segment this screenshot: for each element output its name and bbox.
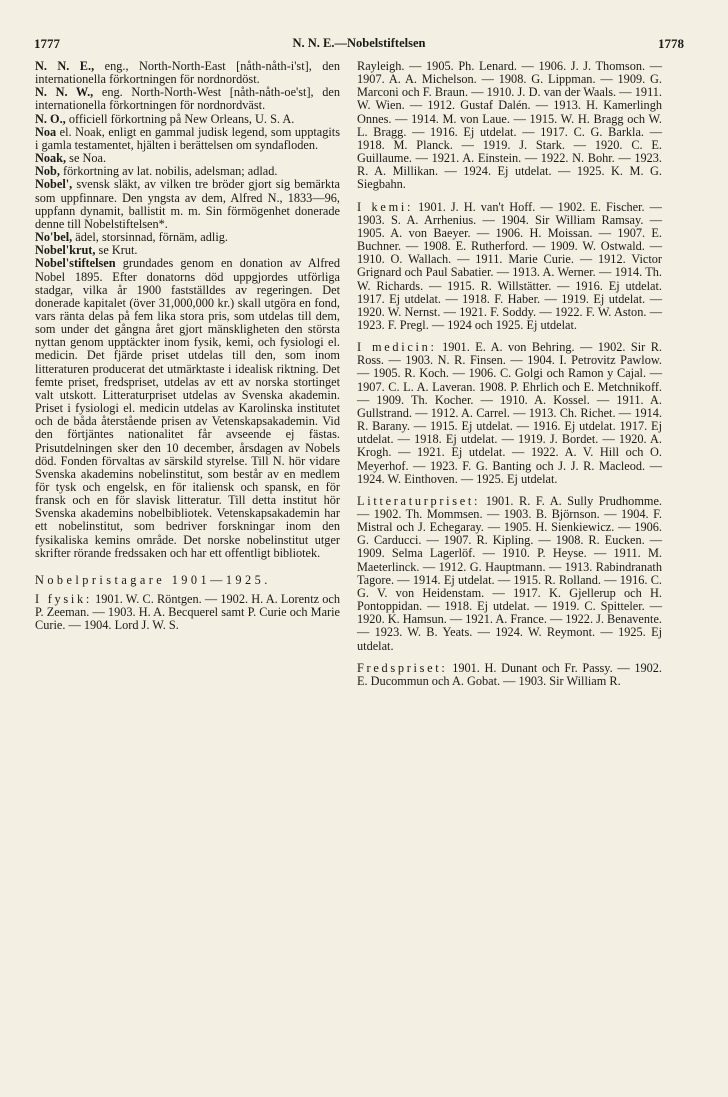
right-column [357,60,662,688]
entry-nne: N. N. E., eng., North-North-East [nåth-nåth-i'st], den internationella förkortningen för nordnordöst. [35,59,340,87]
laureates-heading: Nobelpristagare 1901—1925. [35,572,271,587]
entry-noak: Noak, se Noa. [35,151,107,166]
page-number-right: 1778 [658,36,684,51]
entry-nob: Nob, förkortning av lat. nobilis, adelsman; adlad. [35,164,278,179]
entry-noa: Noa el. Noak, enligt en gammal judisk legend, som upptagits i gamla testamentet, hjälten i berättelsen om syndafloden. [35,124,340,152]
entry-nobelkrut: Nobel'krut, se Krut. [35,243,138,258]
entry-no: N. O., officiell förkortning på New Orleans, U. S. A. [35,111,295,126]
entry-nobel-family: Nobel', svensk släkt, av vilken tre bröder gjort sig bemärkta som uppfinnare. Den yngsta av dem, Alfred N., 1833—96, uppfann dynamit, ballistit m. m. Sin förmögenhet donerade denne till Nobelstiftelsen*. [35,177,340,231]
left-column [35,60,340,633]
entry-nobel-adj: No'bel, ädel, storsinnad, förnäm, adlig. [35,230,228,245]
physics-section: I fysik: 1901. W. C. Röntgen. — 1902. H. A. Lorentz och P. Zeeman. — 1903. H. A. Becquerel samt P. Curie och Marie Curie. — 1904. Lord J. W. S. [35,592,341,633]
running-title: N. N. E.—Nobelstiftelsen [292,36,426,50]
literature-section: Litteraturpriset: 1901. R. F. A. Sully Prudhomme. — 1902. Th. Mommsen. — 1903. B. Björnson. — 1904. F. Mistral och J. Echegaray. — 1905. H. Sienkiewicz. — 1906. G. Carducci. — 1907. R. Kipling. — 1908. R. Eucken. — 1909. Selma Lagerlöf. — 1910. P. Heyse. — 1911. M. Maeterlinck. — 1912. G. Hauptmann. — 1913. Rabindranath Tagore. — 1914. Ej utdelat. — 1915. R. Rolland. — 1916. C. G. V. von Heidenstam. — 1917. K. Gjellerup och H. Pontoppidan. — 1918. Ej utdelat. — 1919. C. Spitteler. — 1920. K. Hamsun. — 1921. A. France. — 1922. J. Benavente. — 1923. W. B. Yeats. — 1924. W. Reymont. — 1925. Ej utdelat. [357,493,662,653]
chemistry-section: I kemi: 1901. J. H. van't Hoff. — 1902. E. Fischer. — 1903. S. A. Arrhenius. — 1904. Sir William Ramsay. — 1905. A. von Baeyer. — 1906. H. Moissan. — 1907. E. Buchner. — 1908. E. Rutherford. — 1909. W. Ostwald. — 1910. O. Wallach. — 1911. Marie Curie. — 1912. Victor Grignard och Paul Sabatier. — 1913. A. Werner. — 1914. Th. W. Richards. — 1915. R. Willstätter. — 1916. Ej utdelat. 1917. Ej utdelat. — 1918. F. Haber. — 1919. Ej utdelat. — 1920. W. Nernst. — 1921. F. Soddy. — 1922. F. W. Aston. — 1923. F. Pregl. — 1924 och 1925. Ej utdelat. [357,199,662,332]
entry-nobelstiftelsen: Nobel'stiftelsen grundades genom en donation av Alfred Nobel 1895. Efter donatorns död uppgjordes utförliga stadgar, vilka år 1900 fastställdes av regeringen. Det donerade kapitalet (över 31,000,000 kr.) skall utgöra en fond, vars ränta delas på fem lika stora pris, som utdelas till dem, som under det gångna året gjort mänskligheten den största nyttan genom upptäckter inom fysik, kemi, och fysiologi el. medicin. Det fjärde priset utdelas till den, som inom litteraturen producerat det utmärktaste i idealisk riktning. Det femte priset, fredspriset, utdelas av ett av norska stortinget valt utskott. Litteraturpriset utdelas av Svenska akademin. Priset i fysiologi el. medicin utdelas av Karolinska institutet och de båda återstående prisen av Vetenskapsakademin. Vid den förtjäntes nationalitet får avseende ej fästas. Prisutdelningen sker den 10 december, årsdagen av Nobels död. Fonden förvaltas av särskild styrelse. Till N. hör vidare Svenska akademins nobelinstitut, som består av en medlem för tysk och engelsk, en för italiensk och spansk, en för fransk och en för slavisk litteratur. Till detta institut hör Svenska akademins nobelbibliotek. Vetenskapsakademin har ett nobelinstitut, som bedriver forskningar inom den fysikaliska kemins område. Det norske nobelinstitut utger skrifter rörande fredssaken och har ett offentligt bibliotek. [35,256,340,560]
medicine-section: I medicin: 1901. E. A. von Behring. — 1902. Sir R. Ross. — 1903. N. R. Finsen. — 1904. I. Petrovitz Pawlow. — 1905. R. Koch. — 1906. C. Golgi och Ramon y Cajal. — 1907. C. L. A. Laveran. 1908. P. Ehrlich och E. Metchnikoff. — 1909. Th. Kocher. — 1910. A. Kossel. — 1911. A. Gullstrand. — 1912. A. Carrel. — 1913. Ch. Richet. — 1914. R. Barany. — 1915. Ej utdelat. — 1916. Ej utdelat. 1917. Ej utdelat. — 1918. Ej utdelat. — 1919. J. Bordet. — 1920. A. Krogh. — 1921. Ej utdelat. — 1922. A. V. Hill och O. Meyerhof. — 1923. F. G. Banting och J. J. R. Macleod. — 1924. W. Einthoven. — 1925. Ej utdelat. [357,340,662,486]
physics-continued: Rayleigh. — 1905. Ph. Lenard. — 1906. J. J. Thomson. — 1907. A. A. Michelson. — 1908. G. Lippman. — 1909. G. Marconi och F. Braun. — 1910. J. D. van der Waals. — 1911. W. Wien. — 1912. Gustaf Dalén. — 1913. H. Kamerlingh Onnes. — 1914. M. von Laue. — 1915. W. H. Bragg och W. L. Bragg. — 1916. Ej utdelat. — 1917. C. G. Barkla. — 1918. M. Planck. — 1919. J. Stark. — 1920. C. E. Guillaume. — 1921. A. Einstein. — 1922. N. Bohr. — 1923. R. A. Millikan. — 1924. Ej utdelat. — 1925. K. M. G. Siegbahn. [357,59,662,192]
running-header [34,36,684,54]
peace-section: Fredspriset: 1901. H. Dunant och Fr. Passy. — 1902. E. Ducommun och A. Gobat. — 1903. Sir William R. [357,660,662,688]
entry-nnw: N. N. W., eng. North-North-West [nåth-nåth-oe'st], den internationella förkortningen för nordnordväst. [35,85,340,113]
page-number-left: 1777 [34,36,60,51]
